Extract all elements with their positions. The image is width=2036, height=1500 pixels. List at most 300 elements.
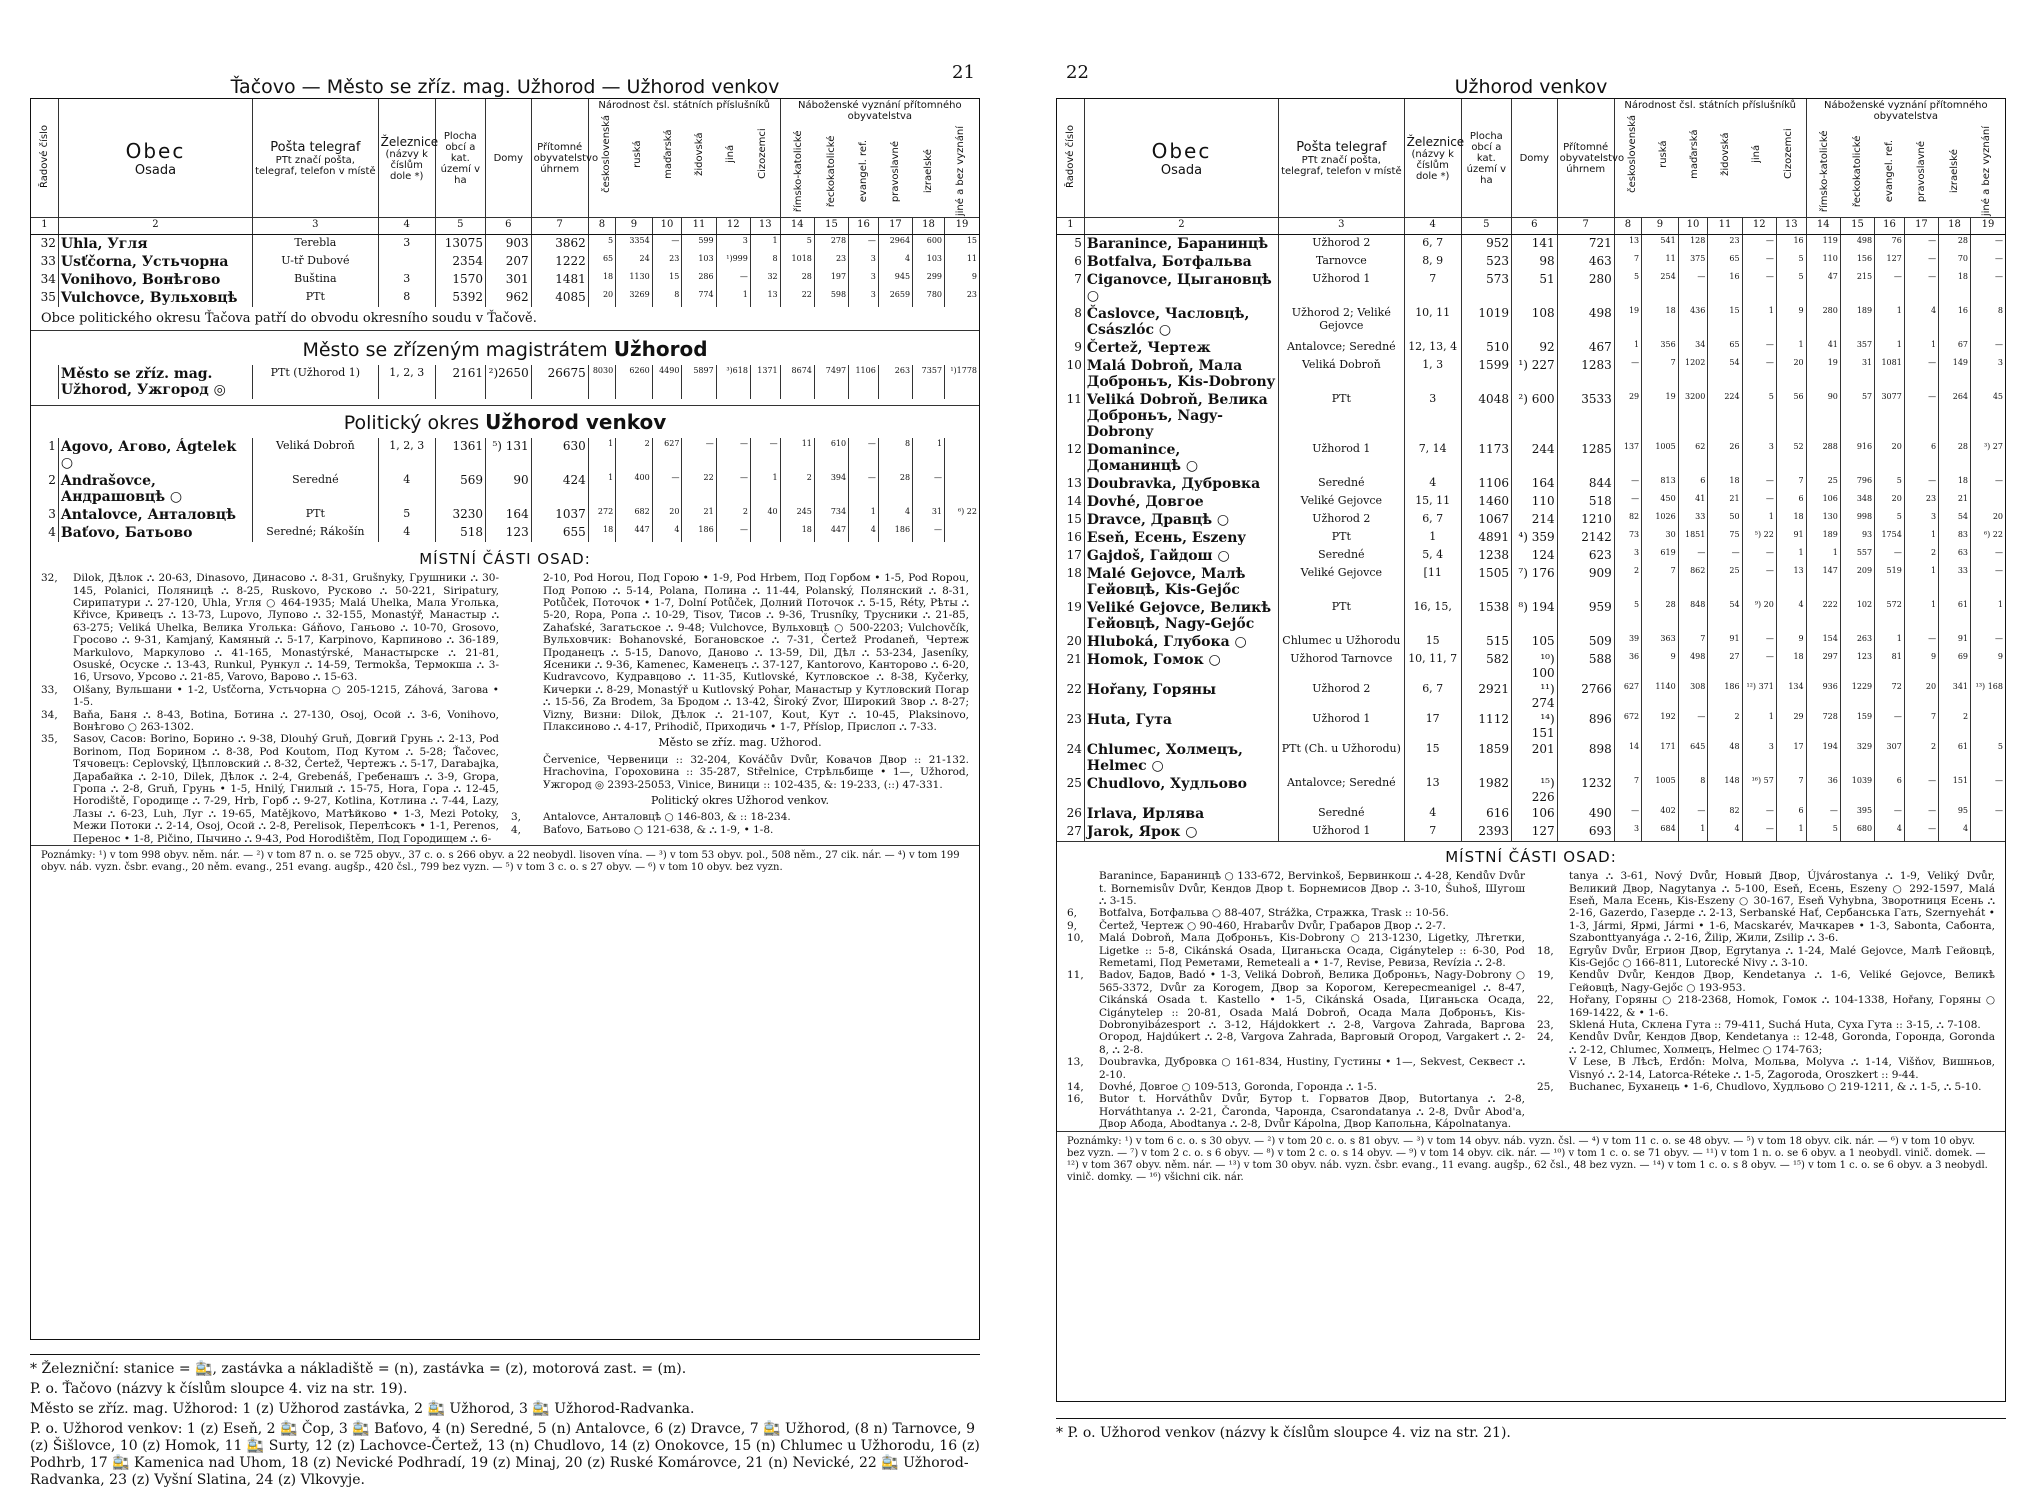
column-number: 16	[849, 218, 879, 235]
hdr-zeleznice: Železnice	[1406, 134, 1465, 149]
data-cell-area: 1106	[1461, 475, 1511, 493]
data-cell-c9: 541	[1642, 235, 1679, 254]
rail-cell: 16, 15,	[1404, 599, 1461, 633]
data-cell-c17: 7	[1904, 711, 1938, 741]
row-number: 34	[40, 272, 56, 287]
column-number: 7	[1557, 218, 1614, 235]
data-cell-c19	[1971, 823, 2005, 841]
hdr-zeleznice-note: (názvy k číslům dole *)	[385, 148, 428, 182]
mistni-entry-text: Badov, Бадов, Badó • 1-3, Veliká Dobroň, Велика Доброньъ, Nagy-Dobrony ○ 565-3372, Dvůr za Korogem, Двор за Корогом, Kerepecmeanigel ⛬ 8-47, Cikánská Osada t. Kastello • 1-5, Cikánská Osada, Циганьска Осада, Cigánytelep :: 20-81, Osada Malá Dobroň, Осада Мала Доброньъ, Kis-Dobronyibázesport ⛬ 3-12, Hájdokkert ⛬ 2-8, Vargova Zahrada, Варгова Огород, Hajdúkert ⛬ 2-8, Vargova Zahrada, Варговый Огород, Vargakert ⛬ 2-8, ⛬ 2-8.	[1099, 969, 1525, 1056]
running-head: Užhorod venkov	[1454, 76, 1608, 98]
posta-cell: Užhorod Tarnovce	[1279, 651, 1405, 681]
data-cell-c19: 9	[945, 271, 979, 289]
data-cell-houses: 92	[1511, 339, 1557, 357]
data-cell-c17: 4	[1904, 305, 1938, 339]
posta-cell: Chlumec u Užhorodu	[1279, 633, 1405, 651]
data-cell-c11: 16	[1708, 271, 1742, 305]
data-cell-area: 616	[1461, 805, 1511, 823]
data-cell-c12: ¹²) 371	[1742, 681, 1776, 711]
mistni-casti-col-1	[41, 572, 499, 845]
data-cell-c8: 627	[1614, 681, 1641, 711]
data-cell-area: 13075	[435, 235, 485, 254]
column-number: 9	[1642, 218, 1679, 235]
data-cell-c18: 16	[1939, 305, 1971, 339]
data-cell-c13: 20	[1776, 357, 1806, 391]
obec-name: Jarok, Ярок ○	[1084, 823, 1278, 841]
data-cell-c17: 2659	[878, 289, 912, 307]
obec-name: Čertež, Чертеж	[1084, 339, 1278, 357]
obec-name: Dovhé, Довгое	[1084, 493, 1278, 511]
row-number: 8	[1074, 306, 1082, 321]
data-cell-c19: —	[1971, 805, 2005, 823]
mistni-casti-col-2	[511, 572, 969, 845]
data-cell-c9: 192	[1642, 711, 1679, 741]
hdr-row-no: Řadové číslo	[1064, 125, 1076, 189]
data-cell-c17: —	[1904, 823, 1938, 841]
table-row	[1057, 305, 2005, 339]
data-cell-c13: 7	[1776, 775, 1806, 805]
data-cell-c10: 436	[1678, 305, 1708, 339]
data-cell-c14: 130	[1806, 511, 1840, 529]
posta-cell: Veliká Dobroň	[253, 438, 379, 472]
obec-name: Vonihovo, Вонѣгово	[58, 271, 252, 289]
data-cell-c9: 1130	[616, 271, 653, 289]
data-cell-c11: 54	[1708, 599, 1742, 633]
magistrat-title-bold: Užhorod	[613, 337, 708, 362]
data-cell-c12: —	[1742, 805, 1776, 823]
data-cell-c19: ⁶) 22	[945, 506, 979, 524]
data-cell-area: 1112	[1461, 711, 1511, 741]
hdr-nab-jine: jiné a bez vyznání	[955, 126, 967, 217]
hdr-row-no: Řadové číslo	[38, 125, 50, 189]
data-cell-c17: 28	[878, 472, 912, 506]
data-cell-pop: 721	[1557, 235, 1614, 254]
data-cell-c14: 90	[1806, 391, 1840, 441]
data-cell-pop: 490	[1557, 805, 1614, 823]
data-cell-c17: 1	[1904, 339, 1938, 357]
data-cell-c14: 36	[1806, 775, 1840, 805]
data-cell-c10: 848	[1678, 599, 1708, 633]
data-cell-houses: 903	[485, 235, 531, 254]
obec-name: Andrašovce, Андрашовцѣ ○	[58, 472, 252, 506]
posta-cell: Seredné	[1279, 805, 1405, 823]
hdr-nab-jine: jiné a bez vyznání	[1981, 126, 1993, 217]
data-cell-c14: 297	[1806, 651, 1840, 681]
data-cell-c10: 23	[652, 253, 682, 271]
data-cell-pop: 1210	[1557, 511, 1614, 529]
table-row	[1057, 493, 2005, 511]
data-cell-c16: 76	[1875, 235, 1905, 254]
data-cell-c17: —	[1904, 253, 1938, 271]
data-cell-c12: —	[1742, 823, 1776, 841]
obec-name: Baranince, Баранинцѣ	[1084, 235, 1278, 254]
data-cell-c12: —	[1742, 357, 1776, 391]
table-row	[1057, 565, 2005, 599]
obec-name: Dravce, Дравцѣ ○	[1084, 511, 1278, 529]
mistni-entry	[1537, 870, 1995, 944]
posta-cell: Užhorod 2; Veliké Gejovce	[1279, 305, 1405, 339]
data-cell-c12: 2	[716, 506, 750, 524]
data-cell-c14: 2	[780, 472, 814, 506]
data-cell-houses: ¹) 227	[1511, 357, 1557, 391]
column-number: 16	[1875, 218, 1905, 235]
data-cell-c13: 4	[1776, 599, 1806, 633]
data-cell-pop: 4085	[531, 289, 588, 307]
data-cell-pop: 26675	[531, 365, 588, 399]
data-cell-c18: 31	[913, 506, 945, 524]
data-cell-c17: —	[1904, 271, 1938, 305]
mistni-subtitle: Politický okres Užhorod venkov.	[651, 794, 829, 808]
data-cell-c19: 45	[1971, 391, 2005, 441]
data-cell-c8: 73	[1614, 529, 1641, 547]
data-cell-c18: 600	[913, 235, 945, 254]
data-cell-c11: 186	[1708, 681, 1742, 711]
data-cell-c8: —	[1614, 475, 1641, 493]
hdr-posta: Pošta telegraf	[1296, 139, 1387, 155]
table-row	[1057, 529, 2005, 547]
data-cell-area: 5392	[435, 289, 485, 307]
column-number: 15	[1840, 218, 1874, 235]
page-number: 22	[1066, 62, 1089, 83]
railway-line: P. o. Ťačovo (názvy k číslům sloupce 4. viz na str. 19).	[30, 1381, 408, 1397]
posta-cell: PTt	[253, 506, 379, 524]
data-cell-c11: 75	[1708, 529, 1742, 547]
data-cell-c9: 1026	[1642, 511, 1679, 529]
column-number: 19	[1971, 218, 2005, 235]
data-cell-c17: —	[1904, 475, 1938, 493]
data-cell-c17: 20	[1904, 681, 1938, 711]
table-row	[1057, 805, 2005, 823]
data-cell-c14: 189	[1806, 529, 1840, 547]
railway-line: * P. o. Užhorod venkov (názvy k číslům sloupce 4. viz na str. 21).	[1056, 1425, 1511, 1441]
obec-name: Veliká Dobroň, Велика Доброньъ, Nagy-Dobrony	[1084, 391, 1278, 441]
data-cell-pop: 498	[1557, 305, 1614, 339]
rail-cell: 7	[1404, 271, 1461, 305]
obec-name: Veliké Gejovce, Великѣ Гейовцѣ, Nagy-Gejőc	[1084, 599, 1278, 633]
row-number: 12	[1066, 442, 1082, 457]
data-cell-c15: 348	[1840, 493, 1874, 511]
rail-cell: 10, 11	[1404, 305, 1461, 339]
data-cell-c14: 194	[1806, 741, 1840, 775]
data-cell-c15: 7497	[814, 365, 848, 399]
data-cell-c17: 186	[878, 524, 912, 542]
data-cell-c8: 5	[588, 235, 615, 254]
data-cell-c11: 18	[1708, 475, 1742, 493]
data-cell-c19: 1	[1971, 599, 2005, 633]
data-cell-c11: 48	[1708, 741, 1742, 775]
row-number: 21	[1066, 652, 1082, 667]
obec-name: Domanince, Доманинцѣ ○	[1084, 441, 1278, 475]
data-cell-c8: 7	[1614, 253, 1641, 271]
row-number: 13	[1066, 476, 1082, 491]
posta-cell: Veliké Gejovce	[1279, 493, 1405, 511]
data-cell-c19: 23	[945, 289, 979, 307]
data-cell-c12: —	[1742, 651, 1776, 681]
mistni-entry	[41, 572, 499, 684]
data-cell-c9: 171	[1642, 741, 1679, 775]
data-cell-c14: 119	[1806, 235, 1840, 254]
mistni-entry-number: 32,	[41, 572, 58, 585]
obec-name: Město se zříz. mag. Užhorod, Ужгород ◎	[58, 365, 252, 399]
mistni-entry	[1537, 969, 1995, 994]
running-head: Ťačovo — Město se zříz. mag. Užhorod — Užhorod venkov	[230, 76, 780, 98]
column-number: 13	[1776, 218, 1806, 235]
data-cell-pop: 509	[1557, 633, 1614, 651]
data-cell-c11: 23	[1708, 235, 1742, 254]
mistni-entry-number: 9,	[1067, 919, 1078, 932]
mistni-entry-text: Kendův Dvůr, Кендов Двор, Kendetanya :: 12-48, Goronda, Горонда, Goronda ⛬ 2-12, Chlumec, Холмецъ, Helmec ○ 174-763;	[1569, 1031, 1995, 1056]
data-cell-c14: 11	[780, 438, 814, 472]
data-cell-c14: 41	[1806, 339, 1840, 357]
table-row	[1057, 391, 2005, 441]
data-cell-houses: 301	[485, 271, 531, 289]
data-cell-c10: —	[1678, 271, 1708, 305]
data-cell-c17: 945	[878, 271, 912, 289]
data-cell-c12: 3	[1742, 441, 1776, 475]
hdr-nar-ruska: ruská	[631, 140, 643, 168]
data-cell-houses: ²)2650	[486, 365, 532, 399]
data-cell-c16: 20	[1875, 441, 1905, 475]
data-cell-c19: —	[1971, 633, 2005, 651]
hdr-nar-jina: jiná	[725, 144, 737, 163]
rail-cell: 6, 7	[1404, 235, 1461, 254]
data-cell-c11: 599	[682, 235, 716, 254]
table-row	[1057, 775, 2005, 805]
data-cell-houses: ¹⁵) 226	[1511, 775, 1557, 805]
posta-cell: Antalovce; Seredné	[1279, 339, 1405, 357]
mistni-entry-number: 19,	[1537, 969, 1554, 982]
data-cell-c18: 21	[1939, 493, 1971, 511]
data-cell-c12: ¹)999	[716, 253, 750, 271]
mistni-entry-number: 33,	[41, 683, 58, 696]
data-cell-c14: 5	[780, 235, 814, 254]
data-cell-c9: 18	[1642, 305, 1679, 339]
mistni-entry	[511, 754, 969, 791]
data-cell-c18: 18	[1939, 475, 1971, 493]
data-cell-c13: 17	[1776, 741, 1806, 775]
row-number: 20	[1066, 634, 1082, 649]
data-cell-area: 1982	[1461, 775, 1511, 805]
data-cell-c15: 998	[1840, 511, 1874, 529]
rail-cell	[378, 253, 435, 271]
mistni-entry-text: Butor t. Horváthův Dvůr, Бутор t. Горватов Двор, Butortanya ⛬ 2-8, Horváthtanya ⛬ 2-21, Čaronda, Чаронда, Csarondatanya ⛬ 2-8, Dvůr Abod'a, Двор Абода, Abodtanya ⛬ 2-8, Dvůr Kápolna, Двор Капольна, Kápolnatanya.	[1099, 1093, 1525, 1131]
data-cell-c9: 684	[1642, 823, 1679, 841]
data-cell-c9: 1140	[1642, 681, 1679, 711]
data-cell-c8: —	[1614, 357, 1641, 391]
data-cell-c13: 9	[1776, 305, 1806, 339]
mistni-entry-number: 14,	[1067, 1081, 1084, 1094]
data-cell-c15: 734	[814, 506, 848, 524]
mistni-entry	[511, 824, 969, 836]
data-cell-houses: 90	[486, 472, 532, 506]
row-number	[31, 365, 58, 399]
rail-cell: 1	[1404, 529, 1461, 547]
data-cell-c19: —	[1971, 235, 2005, 254]
data-cell-area: 1599	[1461, 357, 1511, 391]
data-cell-c18: 18	[1939, 271, 1971, 305]
stats-table-left	[31, 99, 979, 307]
data-cell-c17: 1	[1904, 529, 1938, 547]
data-cell-c17: 2	[1904, 547, 1938, 565]
poznamky: Poznámky: ¹) v tom 998 obyv. něm. nár. — ²) v tom 87 n. o. se 725 obyv., 37 c. o. s 266 obyv. a 22 neobydl. lisoven vína. — ³) v tom 53 obyv. pol., 508 něm., 27 cik. nár. — ⁴) v tom 199 obyv. náb. vyzn. čsbr. evang., 20 něm. evang., 251 evang. augšp., 420 čsl., 799 bez vyzn. — ⁵) v tom 3 c. o. s 27 obyv. — ⁶) v tom 10 obyv. bez vyzn.	[31, 845, 979, 878]
column-number: 7	[531, 218, 588, 235]
row-number: 6	[1074, 254, 1082, 269]
row-number: 24	[1066, 742, 1082, 757]
hdr-nar-zidovska: židovská	[694, 132, 706, 176]
data-cell-c17: 8	[878, 438, 912, 472]
data-cell-c15: 447	[814, 524, 848, 542]
data-cell-c10: 20	[652, 506, 682, 524]
data-cell-houses: 127	[1511, 823, 1557, 841]
data-cell-c10: 34	[1678, 339, 1708, 357]
data-cell-c14: 1	[1806, 547, 1840, 565]
data-cell-c8: 8030	[588, 365, 615, 399]
data-cell-c19: 8	[1971, 305, 2005, 339]
mistni-entry-text: Baňa, Баня ⛬ 8-43, Botina, Ботина ⛬ 27-130, Osoj, Осой ⛬ 3-6, Vonihovo, Вонѣгово ○ 263-1302.	[73, 708, 499, 734]
data-cell-c10: 1	[1678, 823, 1708, 841]
data-cell-c14: 18	[780, 524, 814, 542]
mistni-entry-text: Kendův Dvůr, Кендов Двор, Kendetanya ⛬ 1-6, Veliké Gejovce, Великѣ Гейовцѣ, Nagy-Gejőc ○ 193-953.	[1569, 969, 1995, 994]
posta-cell: Seredné	[1279, 475, 1405, 493]
data-cell-c18: 149	[1939, 357, 1971, 391]
data-cell-c8: 672	[1614, 711, 1641, 741]
data-cell-c15: 159	[1840, 711, 1874, 741]
data-cell-c13: 56	[1776, 391, 1806, 441]
data-cell-c8: 1	[588, 438, 615, 472]
column-number: 2	[1084, 218, 1278, 235]
data-cell-c11: 54	[1708, 357, 1742, 391]
data-cell-c15: 209	[1840, 565, 1874, 599]
data-cell-c10: 41	[1678, 493, 1708, 511]
uzhorod-table-body	[31, 365, 979, 399]
data-cell-c16: —	[1875, 805, 1905, 823]
data-cell-c18: 151	[1939, 775, 1971, 805]
obec-name: Hluboká, Глубока ○	[1084, 633, 1278, 651]
data-cell-houses: 141	[1511, 235, 1557, 254]
table-row	[31, 235, 979, 254]
data-cell-c18: 28	[1939, 441, 1971, 475]
data-cell-c8: 39	[1614, 633, 1641, 651]
posta-cell: PTt	[253, 289, 379, 307]
data-cell-c10: 15	[652, 271, 682, 289]
data-cell-c19: 11	[945, 253, 979, 271]
hdr-nabozenske: Náboženské vyznání přítomného obyvatelstva	[1824, 100, 1988, 122]
data-cell-pop: 424	[531, 472, 588, 506]
data-cell-c12: —	[1742, 633, 1776, 651]
row-number: 10	[1066, 358, 1082, 373]
data-cell-c8: 18	[588, 271, 615, 289]
posta-cell: Buština	[253, 271, 379, 289]
data-cell-c8: 3	[1614, 823, 1641, 841]
hdr-nar-cizozemci: Cizozemci	[756, 128, 768, 180]
data-cell-c14: 5	[1806, 823, 1840, 841]
mistni-entry-text: Baranince, Баранинцѣ ○ 133-672, Bervinkoš, Бервинкош ⛬ 4-28, Kendův Dvůr t. Bornemisův Dvůr, Кендов Двор t. Борнемисов Двор ⛬ 3-10, Šuhoš, Шугош ⛬ 3-15.	[1099, 870, 1525, 907]
hdr-nab-prav: pravoslavné	[890, 140, 902, 202]
data-cell-c16: 4	[1875, 823, 1905, 841]
data-cell-area: 510	[1461, 339, 1511, 357]
data-cell-c10: 4490	[652, 365, 682, 399]
data-cell-c8: 7	[1614, 775, 1641, 805]
data-cell-c12: —	[1742, 271, 1776, 305]
data-cell-pop: 1232	[1557, 775, 1614, 805]
data-cell-c12: —	[1742, 475, 1776, 493]
data-cell-c15: 395	[1840, 805, 1874, 823]
obec-name: Malé Gejovce, Малѣ Гейовцѣ, Kis-Gejőc	[1084, 565, 1278, 599]
data-cell-c19: —	[1971, 547, 2005, 565]
posta-cell: PTt (Užhorod 1)	[253, 365, 379, 399]
data-cell-c17: 263	[878, 365, 912, 399]
data-cell-c10: 4	[652, 524, 682, 542]
data-cell-c15: 93	[1840, 529, 1874, 547]
obec-name: Doubravka, Дубровка	[1084, 475, 1278, 493]
mistni-entry-number: 10,	[1067, 932, 1084, 945]
data-cell-c16: 3	[849, 289, 879, 307]
data-cell-c17: 23	[1904, 493, 1938, 511]
rail-cell: 7	[1404, 823, 1461, 841]
data-cell-c15: 215	[1840, 271, 1874, 305]
posta-cell: Tarnovce	[1279, 253, 1405, 271]
rail-cell: [11	[1404, 565, 1461, 599]
data-cell-c8: 1	[1614, 339, 1641, 357]
mistni-entry-text: Buchanec, Буханець • 1-6, Chudlovo, Худльово ○ 219-1211, & ⛬ 1-5, ⛬ 5-10.	[1569, 1081, 1982, 1094]
mistni-entry-number: 35,	[41, 733, 58, 746]
data-cell-c10: —	[1678, 547, 1708, 565]
rail-cell: 8	[378, 289, 435, 307]
posta-cell: Užhorod 1	[1279, 271, 1405, 305]
data-cell-c11: 22	[682, 472, 716, 506]
data-cell-c18: 28	[1939, 235, 1971, 254]
data-cell-c16: 5	[1875, 511, 1905, 529]
mistni-subtitle: Město se zříz. mag. Užhorod.	[658, 736, 822, 750]
data-cell-c13: 1	[750, 235, 780, 254]
column-number: 2	[58, 218, 252, 235]
data-cell-c16: 72	[1875, 681, 1905, 711]
data-cell-c15: 394	[814, 472, 848, 506]
table-row	[1057, 711, 2005, 741]
data-cell-houses: ⁷) 176	[1511, 565, 1557, 599]
data-cell-c11: 21	[682, 506, 716, 524]
railway-legend	[1056, 1418, 2006, 1445]
data-cell-c19	[945, 524, 979, 542]
data-cell-c19: —	[1971, 775, 2005, 805]
data-cell-c15: 57	[1840, 391, 1874, 441]
data-cell-c18: 63	[1939, 547, 1971, 565]
row-number: 35	[40, 290, 56, 305]
table-row	[1057, 339, 2005, 357]
data-cell-c18: 67	[1939, 339, 1971, 357]
data-cell-c9: 356	[1642, 339, 1679, 357]
table-row	[31, 365, 979, 399]
data-cell-pop: 463	[1557, 253, 1614, 271]
column-number: 17	[1904, 218, 1938, 235]
data-cell-c8: 19	[1614, 305, 1641, 339]
data-cell-c16: 5	[1875, 475, 1905, 493]
data-cell-c18: 103	[913, 253, 945, 271]
data-cell-area: 573	[1461, 271, 1511, 305]
hdr-nab-rk: římsko-katolické	[1819, 130, 1831, 212]
row-number: 25	[1066, 776, 1082, 791]
column-numbers-row	[31, 218, 979, 235]
data-cell-c10: 62	[1678, 441, 1708, 475]
data-cell-c13: 6	[1776, 805, 1806, 823]
table-row	[31, 438, 979, 472]
data-cell-c8: 20	[588, 289, 615, 307]
column-number: 1	[31, 218, 58, 235]
table-row	[31, 506, 979, 524]
mistni-entry-number: 22,	[1537, 994, 1554, 1007]
data-cell-c10: 33	[1678, 511, 1708, 529]
data-cell-c9: 400	[616, 472, 653, 506]
